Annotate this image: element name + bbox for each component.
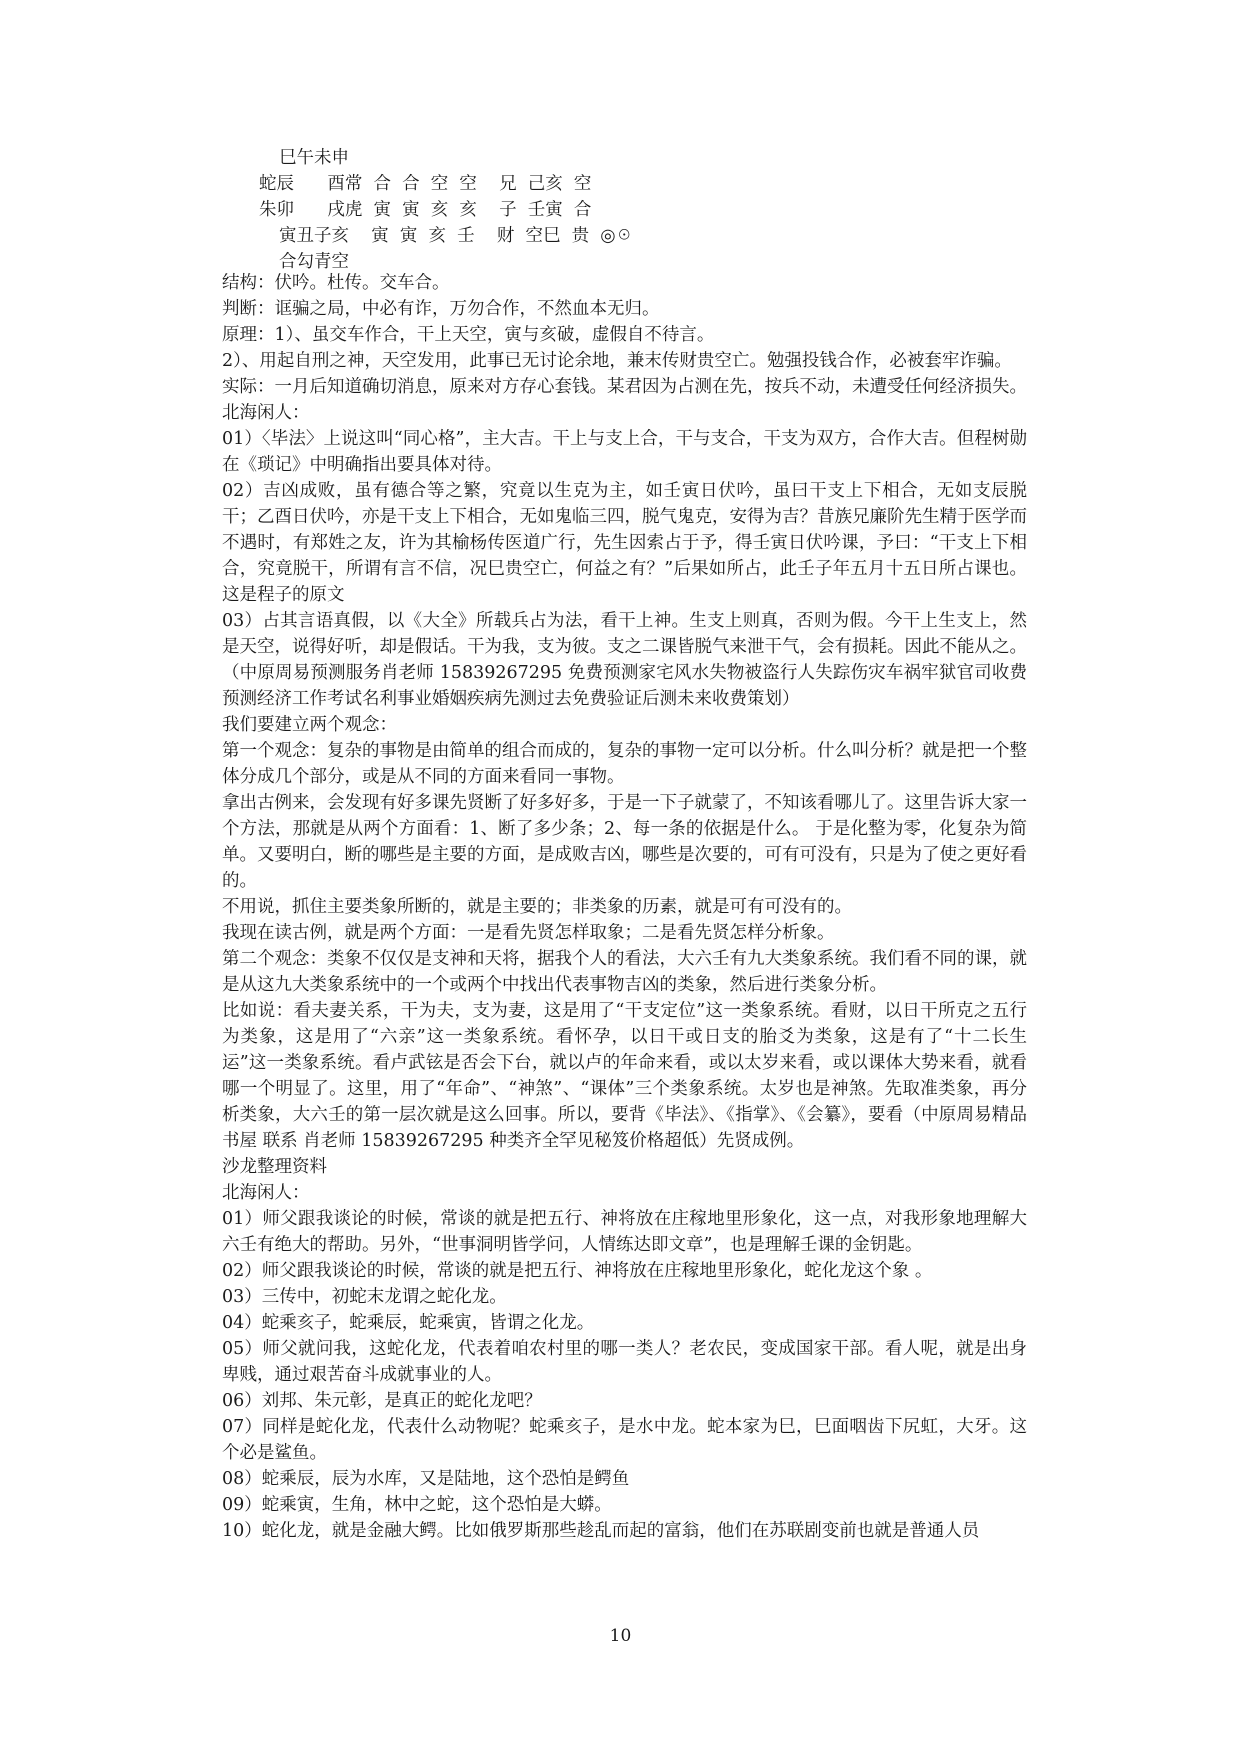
paragraph-salon: 沙龙整理资料 [222, 1157, 327, 1177]
chart-row-1: 巳午未申 [279, 148, 349, 168]
paragraph-author-2: 北海闲人： [222, 1183, 310, 1203]
page-number: 10 [609, 1626, 632, 1646]
paragraph-author: 北海闲人： [222, 403, 310, 423]
paragraph-s03: 03）三传中，初蛇末龙谓之蛇化龙。 [222, 1287, 507, 1307]
paragraph-03: 03）占其言语真假，以《大全》所载兵占为法，看干上神。生支上则真，否则为假。今干上生支上，然是天空，说得好听，却是假话。干为我，支为彼。支之二课皆脱气来泄干气，会有损耗。因此不能从之。 [222, 611, 1027, 657]
paragraph-s02: 02）师父跟我谈论的时候，常谈的就是把五行、神将放在庄稼地里形象化，蛇化龙这个象 。 [222, 1261, 933, 1281]
paragraph-two-concepts: 我们要建立两个观念： [222, 715, 397, 735]
paragraph-02: 02）吉凶成败，虽有德合等之繁，究竟以生克为主，如壬寅日伏吟，虽曰干支上下相合，无如支辰脱干；乙酉日伏吟，亦是干支上下相合，无如鬼临三四，脱气鬼克，安得为吉？昔族兄廉阶先生精于医学而不遇时，有郑姓之友，许为其榆杨传医道广行，先生因索占于予，得壬寅日伏吟课，予曰：“干支上下相合，究竟脱干，所谓有言不信，况巳贵空亡，何益之有？”后果如所占，此壬子年五月十五日所占课也。这是程子的原文 [222, 481, 1027, 605]
paragraph-s01: 01）师父跟我谈论的时候，常谈的就是把五行、神将放在庄稼地里形象化，这一点，对我形象地理解大六壬有绝大的帮助。另外，“世事洞明皆学问，人情练达即文章”，也是理解壬课的金钥匙。 [222, 1209, 1027, 1255]
chart-row-2: 蛇辰 酉常 合 合 空 空 兄 己亥 空 [259, 174, 592, 194]
paragraph-s08: 08）蛇乘辰，辰为水库，又是陆地，这个恐怕是鳄鱼 [222, 1469, 630, 1489]
paragraph-judgement: 判断：诓骗之局，中必有诈，万勿合作，不然血本无归。 [222, 299, 660, 319]
paragraph-principle-1: 原理：1）、虽交车作合，干上天空，寅与亥破，虚假自不待言。 [222, 325, 715, 345]
paragraph-structure: 结构：伏吟。杜传。交车合。 [222, 273, 450, 293]
paragraph-s04: 04）蛇乘亥子，蛇乘辰，蛇乘寅，皆谓之化龙。 [222, 1313, 595, 1333]
paragraph-main-category: 不用说，抓住主要类象所断的，就是主要的；非类象的历素，就是可有可没有的。 [222, 897, 852, 917]
paragraph-s05: 05）师父就问我，这蛇化龙，代表着咱农村里的哪一类人？老农民，变成国家干部。看人呢，就是出身卑贱，通过艰苦奋斗成就事业的人。 [222, 1339, 1027, 1385]
paragraph-concept-2: 第二个观念：类象不仅仅是支神和天将，据我个人的看法，大六壬有九大类象系统。我们看不同的课，就是从这九大类象系统中的一个或两个中找出代表事物吉凶的类象，然后进行类象分析。 [222, 949, 1027, 995]
chart-row-5: 合勾青空 [279, 252, 349, 272]
paragraph-advert-1: （中原周易预测服务肖老师 15839267295 免费预测家宅风水失物被盗行人失踪伤灾车祸牢狱官司收费预测经济工作考试名利事业婚姻疾病先测过去免费验证后测未来收费策划） [222, 663, 1027, 709]
paragraph-ancient-examples: 拿出古例来，会发现有好多课先贤断了好多好多，于是一下子就蒙了，不知该看哪儿了。这里告诉大家一个方法，那就是从两个方面看：1、断了多少条；2、每一条的依据是什么。 于是化整为零，化复杂为简单。又要明白，断的哪些是主要的方面，是成败吉凶，哪些是次要的，可有可没有，只是为了使之更好看的。 [222, 793, 1027, 891]
chart-row-4: 寅丑子亥 寅 寅 亥 壬 财 空巳 贵 ◎☉ [279, 226, 634, 246]
chart-row-3: 朱卯 戌虎 寅 寅 亥 亥 子 壬寅 合 [259, 200, 592, 220]
paragraph-reading-method: 我现在读古例，就是两个方面：一是看先贤怎样取象；二是看先贤怎样分析象。 [222, 923, 835, 943]
paragraph-actual: 实际：一月后知道确切消息，原来对方存心套钱。某君因为占测在先，按兵不动，未遭受任何经济损失。 [222, 377, 1027, 397]
paragraph-concept-1: 第一个观念：复杂的事物是由简单的组合而成的，复杂的事物一定可以分析。什么叫分析？就是把一个整体分成几个部分，或是从不同的方面来看同一事物。 [222, 741, 1027, 787]
paragraph-s09: 09）蛇乘寅，生角，林中之蛇，这个恐怕是大蟒。 [222, 1495, 612, 1515]
paragraph-s06: 06）刘邦、朱元彰，是真正的蛇化龙吧？ [222, 1391, 542, 1411]
paragraph-principle-2: 2）、用起自刑之神，天空发用，此事已无讨论余地，兼末传财贵空亡。勉强投钱合作，必被套牢诈骗。 [222, 351, 1012, 371]
paragraph-s10: 10）蛇化龙，就是金融大鳄。比如俄罗斯那些趁乱而起的富翁，他们在苏联剧变前也就是普通人员 [222, 1521, 980, 1541]
paragraph-01: 01）〈毕法〉上说这叫“同心格”，主大吉。干上与支上合，干与支合，干支为双方，合作大吉。但程树勋在《琐记》中明确指出要具体对待。 [222, 429, 1027, 475]
paragraph-examples: 比如说：看夫妻关系，干为夫，支为妻，这是用了“干支定位”这一类象系统。看财，以日干所克之五行为类象，这是用了“六亲”这一类象系统。看怀孕，以日干或日支的胎爻为类象，这是有了“十二长生运”这一类象系统。看卢武铉是否会下台，就以卢的年命来看，或以太岁来看，或以课体大势来看，就看哪一个明显了。这里，用了“年命”、“神煞”、“课体”三个类象系统。太岁也是神煞。先取准类象，再分析类象，大六壬的第一层次就是这么回事。所以，要背《毕法》、《指掌》、《会纂》，要看（中原周易精品书屋 联系 肖老师 15839267295 种类齐全罕见秘笈价格超低）先贤成例。 [222, 1001, 1027, 1151]
body-text [222, 270, 1027, 1544]
paragraph-s07: 07）同样是蛇化龙，代表什么动物呢？蛇乘亥子，是水中龙。蛇本家为巳，巳面咽齿下尻虹，大牙。这个必是鲨鱼。 [222, 1417, 1027, 1463]
